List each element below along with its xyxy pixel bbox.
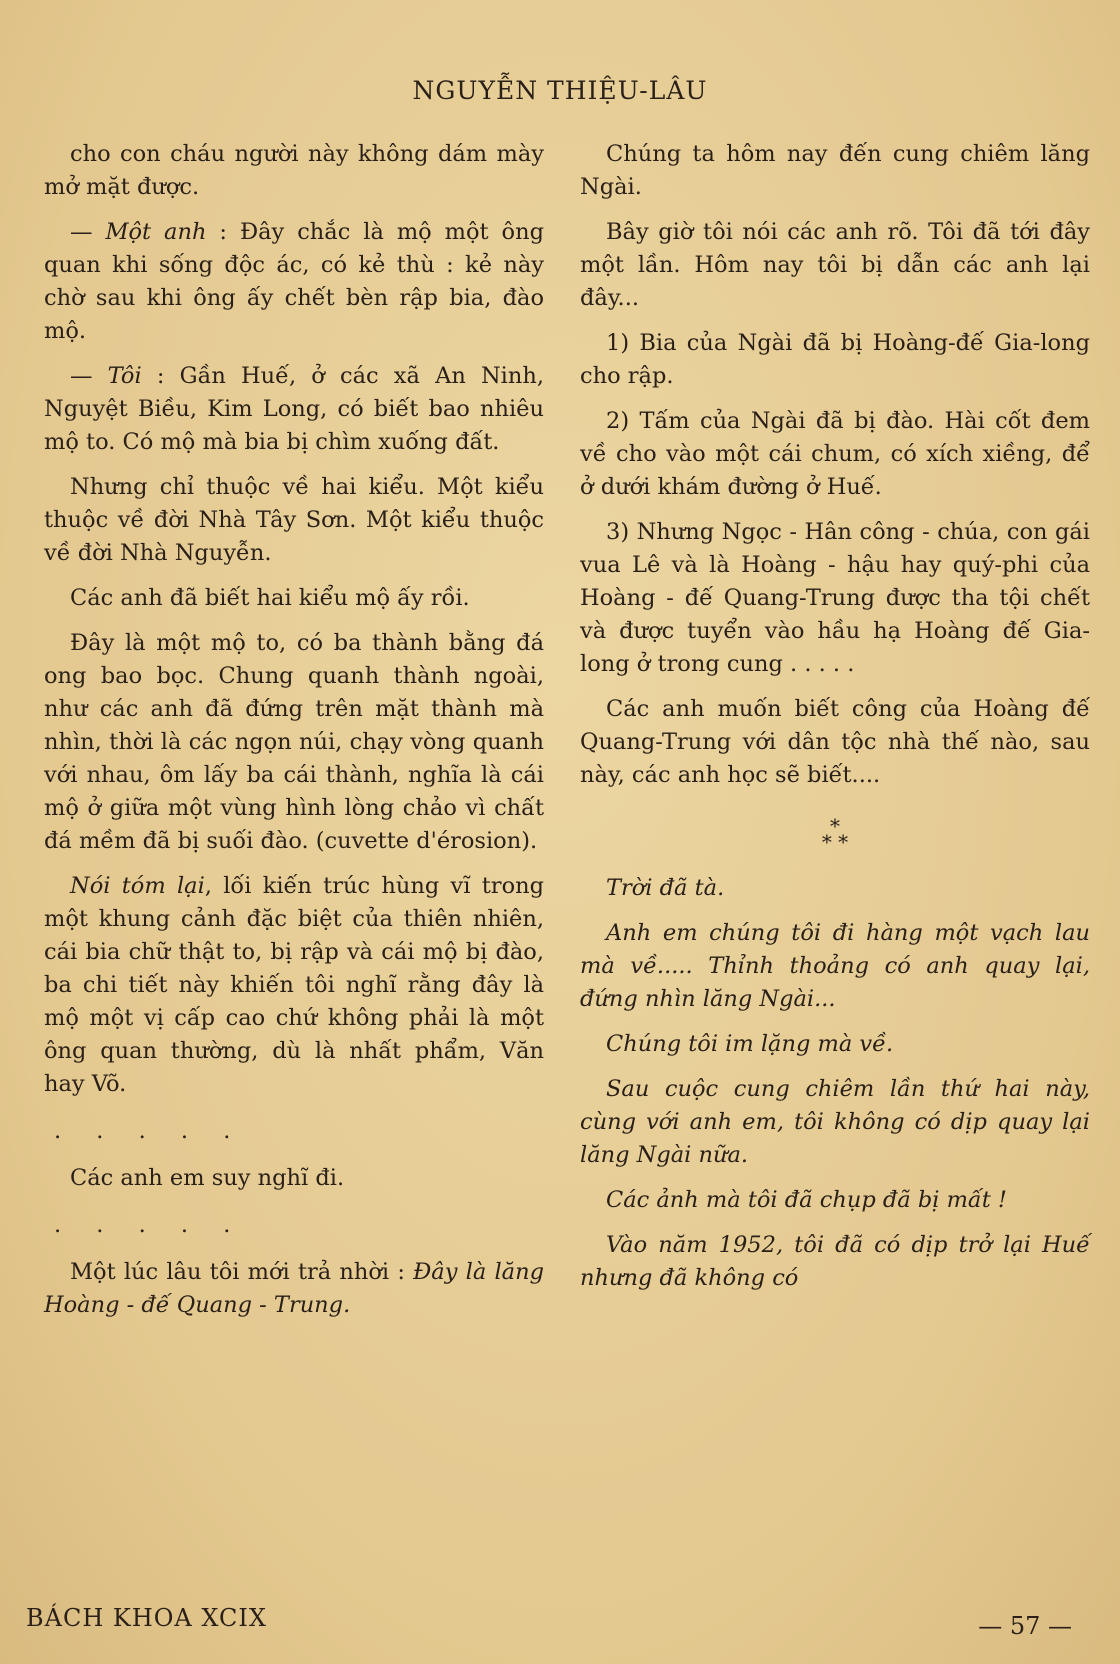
paragraph xyxy=(44,627,544,858)
text-run: , lối kiến trúc hùng vĩ trong một khung cảnh đặc biệt của thiên nhiên, cái bia chữ thật to, bị rập và cái mộ bị đào, ba chi tiết này khiến tôi nghĩ rằng đây là mộ một vị cấp cao chứ không phải là một ông quan thường, dù là nhất phẩm, Văn hay Võ. xyxy=(44,873,545,1097)
italic-text: Anh em chúng tôi đi hàng một vạch lau mà về..... Thỉnh thoảng có anh quay lại, đứng nhìn lăng Ngài... xyxy=(580,920,1090,1012)
paragraph xyxy=(580,516,1090,681)
paragraph xyxy=(44,471,544,570)
page-number: — 57 — xyxy=(978,1612,1072,1640)
magazine-issue-footer: BÁCH KHOA XCIX xyxy=(26,1604,267,1632)
text-run: Một lúc lâu tôi mới trả nhời : xyxy=(70,1259,414,1285)
text-run: : Gần Huế, ở các xã An Ninh, Nguyệt Biều, Kim Long, có biết bao nhiêu mộ to. Có mộ mà bia bị chìm xuống đất. xyxy=(44,363,544,455)
text-run: — xyxy=(70,363,108,389)
text-run: 3) Nhưng Ngọc - Hân công - chúa, con gái vua Lê và là Hoàng - hậu hay quý-phi của Hoàng - đế Quang-Trung được tha tội chết và được tuyển vào hầu hạ Hoàng đế Gia-long ở trong cung . . . . . xyxy=(580,519,1090,677)
text-run: Nhưng chỉ thuộc về hai kiểu. Một kiểu thuộc về đời Nhà Tây Sơn. Một kiểu thuộc về đời Nhà Nguyễn. xyxy=(44,474,544,566)
paragraph xyxy=(580,872,1090,905)
italic-text: Chúng tôi im lặng mà về. xyxy=(606,1031,894,1057)
italic-text: Các ảnh mà tôi đã chụp đã bị mất ! xyxy=(606,1187,1007,1213)
paragraph xyxy=(580,405,1090,504)
italic-text: Đây là lăng Hoàng - đế Quang - Trung. xyxy=(44,1259,544,1318)
text-run: 2) Tấm của Ngài đã bị đào. Hài cốt đem về cho vào một cái chum, có xích xiềng, để ở dưới khám đường ở Huế. xyxy=(580,408,1090,500)
italic-text: Sau cuộc cung chiêm lần thứ hai này, cùng với anh em, tôi không có dịp quay lại lăng Ngài nữa. xyxy=(580,1076,1090,1168)
right-column xyxy=(580,138,1090,1307)
text-run: : Đây chắc là mộ một ông quan khi sống độc ác, có kẻ thù : kẻ này chờ sau khi ông ấy chết bèn rập bia, đào mộ. xyxy=(44,219,544,344)
text-run: Bây giờ tôi nói các anh rõ. Tôi đã tới đây một lần. Hôm nay tôi bị dẫn các anh lại đây... xyxy=(580,219,1090,311)
paragraph xyxy=(44,360,544,459)
text-run: Đây là một mộ to, có ba thành bằng đá ong bao bọc. Chung quanh thành ngoài, như các anh đã đứng trên mặt thành mà nhìn, thời là các ngọn núi, chạy vòng quanh với nhau, ôm lấy ba cái thành, nghĩa là cái mộ ở giữa một vùng hình lòng chảo vì chất đá mềm đã bị suối đào. (cuvette d'érosion). xyxy=(44,630,544,854)
text-run: — xyxy=(70,219,106,245)
paragraph xyxy=(580,693,1090,792)
section-break-asterisks: * * * xyxy=(821,814,849,854)
ellipsis-separator: . . . . . xyxy=(54,1212,245,1238)
italic-text: Một anh xyxy=(105,219,207,245)
italic-text: Trời đã tà. xyxy=(606,875,725,901)
paragraph xyxy=(44,1162,544,1195)
paragraph xyxy=(44,870,544,1101)
left-column xyxy=(44,138,544,1334)
paragraph xyxy=(580,216,1090,315)
text-run: Các anh em suy nghĩ đi. xyxy=(70,1165,345,1191)
paragraph xyxy=(580,1073,1090,1172)
paragraph xyxy=(580,327,1090,393)
paragraph xyxy=(44,216,544,348)
text-run: 1) Bia của Ngài đã bị Hoàng-đế Gia-long cho rập. xyxy=(580,330,1090,389)
italic-text: Tôi xyxy=(107,363,142,389)
text-run: cho con cháu người này không dám mày mở mặt được. xyxy=(44,141,544,200)
ellipsis-separator: . . . . . xyxy=(54,1118,245,1144)
italic-text: Vào năm 1952, tôi đã có dịp trở lại Huế nhưng đã không có xyxy=(580,1232,1090,1291)
paragraph xyxy=(580,1028,1090,1061)
paragraph xyxy=(580,917,1090,1016)
text-run: Chúng ta hôm nay đến cung chiêm lăng Ngài. xyxy=(580,141,1090,200)
text-run: Các anh đã biết hai kiểu mộ ấy rồi. xyxy=(70,585,470,611)
paragraph xyxy=(44,138,544,204)
text-run: Các anh muốn biết công của Hoàng đế Quang-Trung với dân tộc nhà thế nào, sau này, các anh học sẽ biết.... xyxy=(580,696,1090,788)
paragraph xyxy=(580,138,1090,204)
italic-text: Nói tóm lại xyxy=(70,873,205,899)
paragraph xyxy=(44,582,544,615)
running-header: NGUYỄN THIỆU-LÂU xyxy=(412,76,708,105)
paragraph xyxy=(580,1184,1090,1217)
paragraph xyxy=(44,1256,544,1322)
paragraph xyxy=(580,1229,1090,1295)
